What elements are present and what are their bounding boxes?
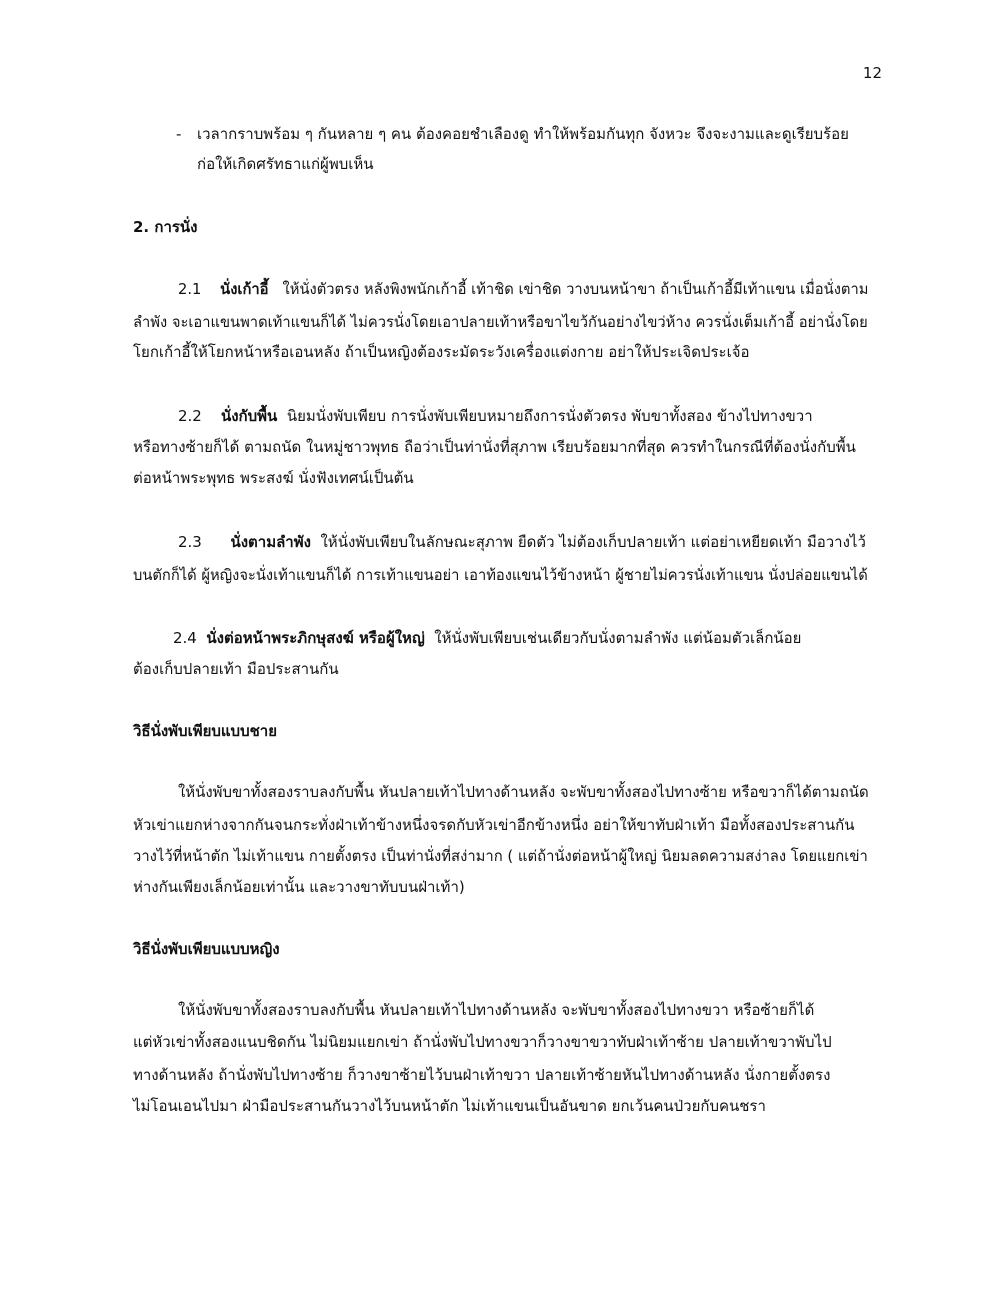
- item-number: 2.4: [173, 629, 197, 647]
- item-2-4-line-2: ต้องเก็บปลายเท้า มือประสานกัน: [133, 660, 339, 678]
- male-line-2: หัวเข่าแยกห่างจากกันจนกระทั่งฝ่าเท้าข้างหนึ่งจรดกับหัวเข่าอีกข้างหนึ่ง อย่าให้ขาทับฝ่าเท้า มือทั้งสองประสานกัน: [133, 816, 855, 834]
- item-text: ให้นั่งพับเพียบในลักษณะสุภาพ ยืดตัว ไม่ต้องเก็บปลายเท้า แต่อย่าเหยียดเท้า มือวางไว้: [320, 533, 866, 551]
- item-title: นั่งกับพื้น: [220, 407, 278, 425]
- male-section-heading: วิธีนั่งพับเพียบแบบชาย: [133, 722, 277, 740]
- female-line-2: แต่หัวเข่าทั้งสองแนบชิดกัน ไม่นิยมแยกเข่า ถ้านั่งพับไปทางขวาก็วางขาขวาทับฝ่าเท้าซ้าย ปลายเท้าขวาพับไป: [133, 1033, 832, 1051]
- item-2-4-paragraph: [173, 627, 801, 649]
- item-text: ให้นั่งตัวตรง หลังพิงพนักเก้าอี้ เท้าชิด เข่าชิด วางบนหน้าขา ถ้าเป็นเก้าอี้มีเท้าแขน เมื่อนั่งตาม: [282, 280, 869, 298]
- item-2-1-line-2: ลำพัง จะเอาแขนพาดเท้าแขนก็ได้ ไม่ควรนั่งโดยเอาปลายเท้าหรือขาไขว้กันอย่างไขว่ห้าง ควรนั่งเต็มเก้าอี้ อย่านั่งโดย: [133, 313, 868, 331]
- item-title: นั่งเก้าอี้: [220, 280, 269, 298]
- item-text: นิยมนั่งพับเพียบ การนั่งพับเพียบหมายถึงการนั่งตัวตรง พับขาทั้งสอง ข้างไปทางขวา: [286, 407, 813, 425]
- item-2-2-line-2: หรือทางซ้ายก็ได้ ตามถนัด ในหมู่ชาวพุทธ ถือว่าเป็นท่านั่งที่สุภาพ เรียบร้อยมากที่สุด ควรทำในกรณีที่ต้องนั่งกับพื้น: [133, 438, 856, 456]
- item-2-2-paragraph: [178, 405, 813, 427]
- section-heading-sitting: 2. การนั่ง: [133, 218, 198, 236]
- male-line-1: ให้นั่งพับขาทั้งสองราบลงกับพื้น หันปลายเท้าไปทางด้านหลัง จะพับขาทั้งสองไปทางซ้าย หรือขวาก็ได้ตามถนัด: [178, 783, 869, 801]
- item-title: นั่งตามลำพัง: [230, 533, 311, 551]
- female-section-heading: วิธีนั่งพับเพียบแบบหญิง: [133, 940, 280, 958]
- item-2-3-line-2: บนตักก็ได้ ผู้หญิงจะนั่งเท้าแขนก็ได้ การเท้าแขนอย่า เอาท้องแขนไว้ข้างหน้า ผู้ชายไม่ควรนั่งเท้าแขน นั่งปล่อยแขนได้: [133, 566, 868, 584]
- bullet-line-1: เวลากราบพร้อม ๆ กันหลาย ๆ คน ต้องคอยชำเลืองดู ทำให้พร้อมกันทุก จังหวะ จึงจะงามและดูเรียบร้อย: [197, 125, 849, 143]
- male-line-4: ห่างกันเพียงเล็กน้อยเท่านั้น และวางขาทับบนฝ่าเท้า): [133, 878, 465, 896]
- item-2-1-line-3: โยกเก้าอี้ให้โยกหน้าหรือเอนหลัง ถ้าเป็นหญิงต้องระมัดระวังเครื่องแต่งกาย อย่าให้ประเจิดประเจ้อ: [133, 343, 750, 361]
- female-line-4: ไม่โอนเอนไปมา ฝ่ามือประสานกันวางไว้บนหน้าตัก ไม่เท้าแขนเป็นอันขาด ยกเว้นคนป่วยกับคนชรา: [133, 1097, 766, 1115]
- page-number: 12: [862, 64, 882, 82]
- female-line-3: ทางด้านหลัง ถ้านั่งพับไปทางซ้าย ก็วางขาซ้ายไว้บนฝ่าเท้าขวา ปลายเท้าซ้ายหันไปทางด้านหลัง นั่งกายตั้งตรง: [133, 1066, 831, 1084]
- item-number: 2.2: [178, 407, 202, 425]
- item-title: นั่งต่อหน้าพระภิกษุสงฆ์ หรือผู้ใหญ่: [206, 629, 425, 647]
- item-2-3-paragraph: [178, 531, 866, 553]
- item-2-2-line-3: ต่อหน้าพระพุทธ พระสงฆ์ นั่งฟังเทศน์เป็นต้น: [133, 469, 414, 487]
- female-line-1: ให้นั่งพับขาทั้งสองราบลงกับพื้น หันปลายเท้าไปทางด้านหลัง จะพับขาทั้งสองไปทางขวา หรือซ้ายก็ได้: [178, 1001, 815, 1019]
- bullet-marker: -: [176, 125, 182, 143]
- item-2-1-paragraph: [178, 278, 868, 300]
- item-number: 2.3: [178, 533, 202, 551]
- male-line-3: วางไว้ที่หน้าตัก ไม่เท้าแขน กายตั้งตรง เป็นท่านั่งที่สง่ามาก ( แต่ถ้านั่งต่อหน้าผู้ใหญ่ นิยมลดความสง่าลง โดยแยกเข่า: [133, 847, 868, 865]
- item-text: ให้นั่งพับเพียบเช่นเดียวกับนั่งตามลำพัง แต่น้อมตัวเล็กน้อย: [434, 629, 802, 647]
- bullet-line-2: ก่อให้เกิดศรัทธาแก่ผู้พบเห็น: [197, 155, 374, 173]
- item-number: 2.1: [178, 280, 202, 298]
